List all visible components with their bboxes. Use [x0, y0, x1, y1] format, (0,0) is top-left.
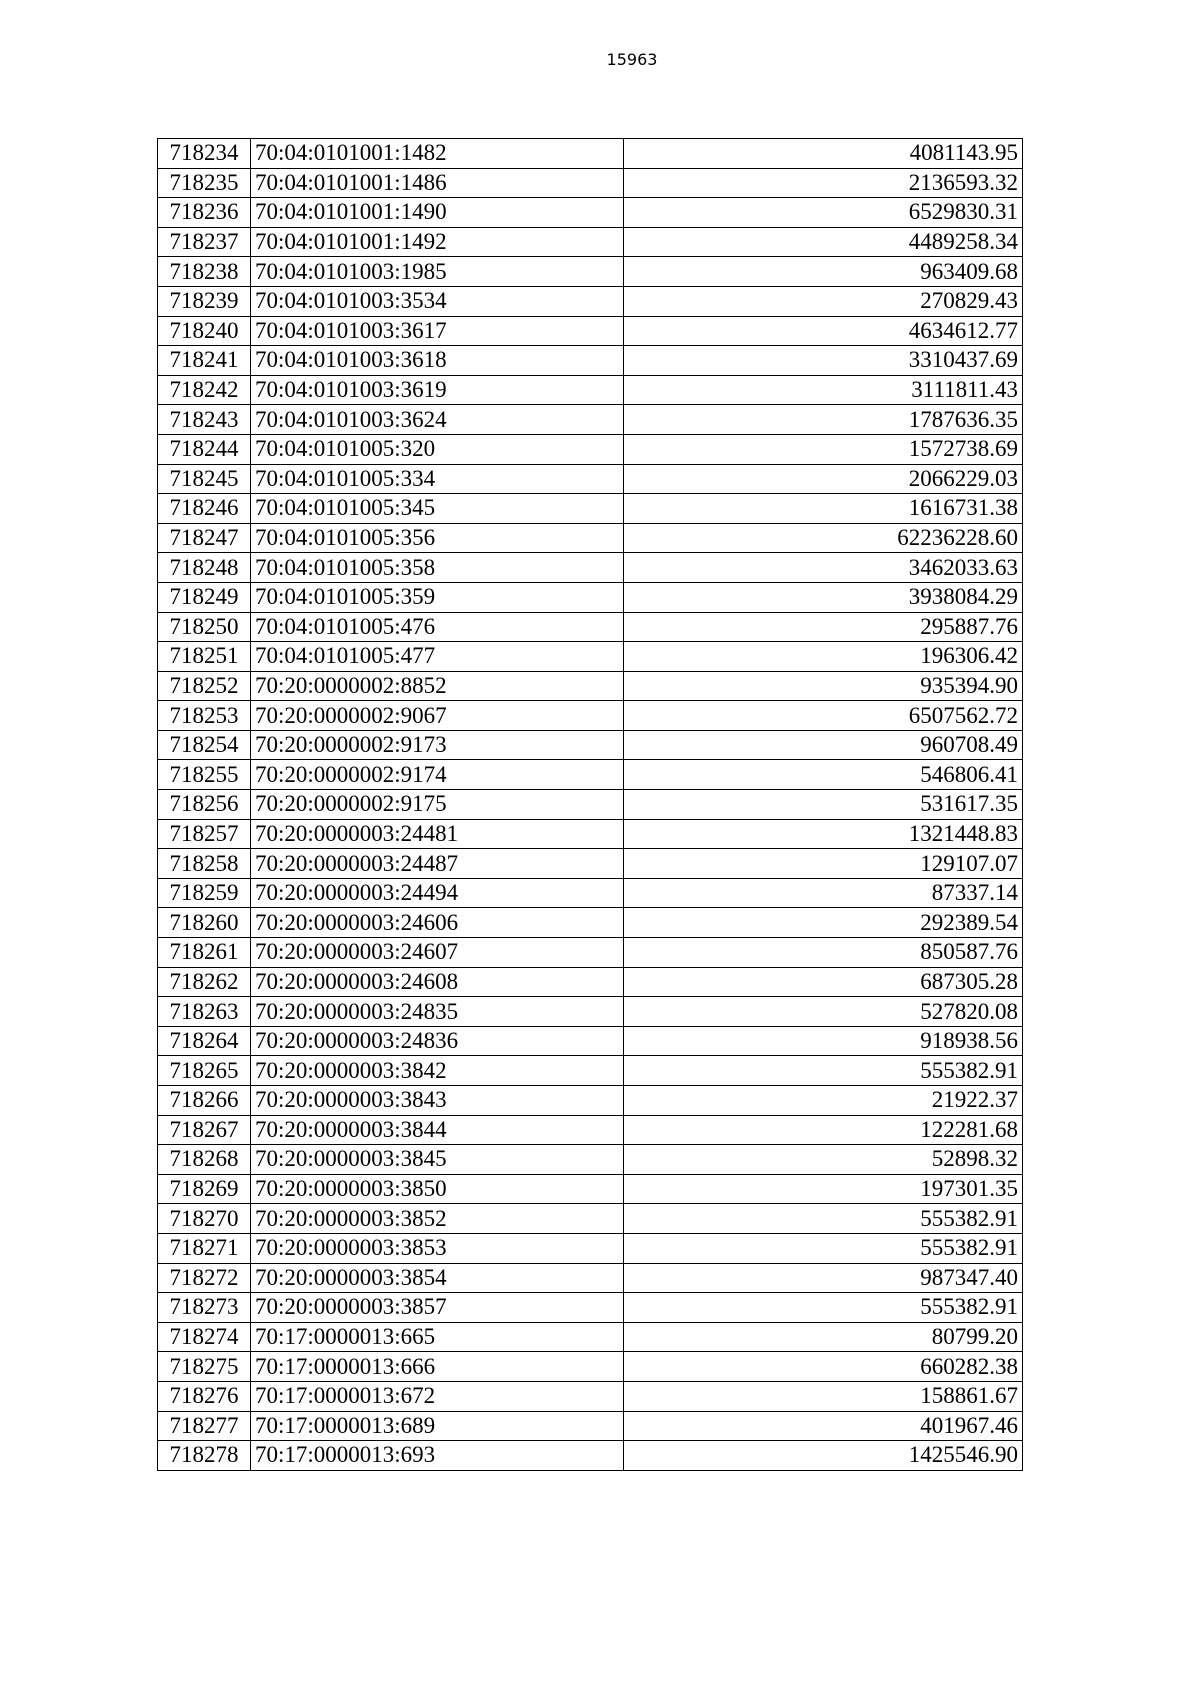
page-number: 15963 [606, 50, 658, 69]
cadastral-number-cell: 70:04:0101005:345 [251, 494, 624, 524]
table-row [158, 819, 1023, 849]
cadastral-number-cell: 70:04:0101005:334 [251, 464, 624, 494]
cadastral-number-cell: 70:20:0000003:3854 [251, 1263, 624, 1293]
cadastral-number-cell: 70:20:0000002:9174 [251, 760, 624, 790]
value-cell: 197301.35 [624, 1174, 1023, 1204]
value-cell: 687305.28 [624, 967, 1023, 997]
table-row [158, 671, 1023, 701]
row-number-cell: 718266 [158, 1086, 251, 1116]
row-number-cell: 718239 [158, 286, 251, 316]
value-cell: 292389.54 [624, 908, 1023, 938]
table-row [158, 1411, 1023, 1441]
table-body [158, 139, 1023, 1471]
table-row [158, 375, 1023, 405]
table-row [158, 553, 1023, 583]
cadastral-number-cell: 70:20:0000003:24835 [251, 997, 624, 1027]
value-cell: 660282.38 [624, 1352, 1023, 1382]
table-row [158, 967, 1023, 997]
row-number-cell: 718250 [158, 612, 251, 642]
row-number-cell: 718268 [158, 1145, 251, 1175]
value-cell: 3938084.29 [624, 582, 1023, 612]
cadastral-number-cell: 70:17:0000013:665 [251, 1322, 624, 1352]
cadastral-number-cell: 70:04:0101003:3619 [251, 375, 624, 405]
row-number-cell: 718264 [158, 1026, 251, 1056]
value-cell: 270829.43 [624, 286, 1023, 316]
cadastral-number-cell: 70:20:0000003:3842 [251, 1056, 624, 1086]
cadastral-number-cell: 70:04:0101001:1482 [251, 139, 624, 169]
value-cell: 1425546.90 [624, 1441, 1023, 1471]
value-cell: 555382.91 [624, 1204, 1023, 1234]
cadastral-number-cell: 70:04:0101003:3624 [251, 405, 624, 435]
row-number-cell: 718236 [158, 198, 251, 228]
row-number-cell: 718240 [158, 316, 251, 346]
cadastral-value-table [157, 138, 1023, 1471]
table-row [158, 1026, 1023, 1056]
table-row [158, 434, 1023, 464]
row-number-cell: 718271 [158, 1233, 251, 1263]
table-row [158, 1086, 1023, 1116]
table-row [158, 227, 1023, 257]
value-cell: 6507562.72 [624, 701, 1023, 731]
cadastral-number-cell: 70:04:0101003:1985 [251, 257, 624, 287]
table-row [158, 582, 1023, 612]
value-cell: 960708.49 [624, 730, 1023, 760]
row-number-cell: 718263 [158, 997, 251, 1027]
row-number-cell: 718235 [158, 168, 251, 198]
cadastral-number-cell: 70:04:0101005:477 [251, 642, 624, 672]
table-row [158, 198, 1023, 228]
row-number-cell: 718262 [158, 967, 251, 997]
cadastral-number-cell: 70:20:0000003:24836 [251, 1026, 624, 1056]
cadastral-number-cell: 70:20:0000003:3850 [251, 1174, 624, 1204]
table-row [158, 908, 1023, 938]
cadastral-number-cell: 70:04:0101005:359 [251, 582, 624, 612]
cadastral-number-cell: 70:20:0000002:8852 [251, 671, 624, 701]
row-number-cell: 718254 [158, 730, 251, 760]
row-number-cell: 718278 [158, 1441, 251, 1471]
value-cell: 2066229.03 [624, 464, 1023, 494]
value-cell: 295887.76 [624, 612, 1023, 642]
table-row [158, 1056, 1023, 1086]
value-cell: 4489258.34 [624, 227, 1023, 257]
row-number-cell: 718242 [158, 375, 251, 405]
row-number-cell: 718261 [158, 938, 251, 968]
table-row [158, 286, 1023, 316]
cadastral-number-cell: 70:20:0000003:24481 [251, 819, 624, 849]
value-cell: 850587.76 [624, 938, 1023, 968]
table-row [158, 1233, 1023, 1263]
table-row [158, 938, 1023, 968]
value-cell: 4634612.77 [624, 316, 1023, 346]
cadastral-number-cell: 70:20:0000003:3845 [251, 1145, 624, 1175]
cadastral-number-cell: 70:20:0000003:24487 [251, 849, 624, 879]
row-number-cell: 718276 [158, 1381, 251, 1411]
table-row [158, 168, 1023, 198]
table-row [158, 494, 1023, 524]
value-cell: 963409.68 [624, 257, 1023, 287]
cadastral-number-cell: 70:20:0000003:24607 [251, 938, 624, 968]
row-number-cell: 718253 [158, 701, 251, 731]
value-cell: 527820.08 [624, 997, 1023, 1027]
table-row [158, 1322, 1023, 1352]
row-number-cell: 718252 [158, 671, 251, 701]
table-row [158, 642, 1023, 672]
value-cell: 555382.91 [624, 1293, 1023, 1323]
row-number-cell: 718238 [158, 257, 251, 287]
value-cell: 1616731.38 [624, 494, 1023, 524]
table-row [158, 878, 1023, 908]
cadastral-number-cell: 70:17:0000013:689 [251, 1411, 624, 1441]
cadastral-number-cell: 70:20:0000003:3843 [251, 1086, 624, 1116]
value-cell: 918938.56 [624, 1026, 1023, 1056]
table-row [158, 1352, 1023, 1382]
value-cell: 6529830.31 [624, 198, 1023, 228]
row-number-cell: 718277 [158, 1411, 251, 1441]
cadastral-number-cell: 70:20:0000003:3857 [251, 1293, 624, 1323]
table-row [158, 612, 1023, 642]
cadastral-number-cell: 70:04:0101001:1490 [251, 198, 624, 228]
value-cell: 555382.91 [624, 1056, 1023, 1086]
table-row [158, 523, 1023, 553]
row-number-cell: 718248 [158, 553, 251, 583]
row-number-cell: 718249 [158, 582, 251, 612]
value-cell: 3111811.43 [624, 375, 1023, 405]
row-number-cell: 718246 [158, 494, 251, 524]
value-cell: 21922.37 [624, 1086, 1023, 1116]
row-number-cell: 718247 [158, 523, 251, 553]
cadastral-number-cell: 70:17:0000013:666 [251, 1352, 624, 1382]
table-row [158, 849, 1023, 879]
table-row [158, 760, 1023, 790]
table-row [158, 464, 1023, 494]
value-cell: 987347.40 [624, 1263, 1023, 1293]
row-number-cell: 718237 [158, 227, 251, 257]
table-row [158, 1381, 1023, 1411]
table-row [158, 1293, 1023, 1323]
row-number-cell: 718255 [158, 760, 251, 790]
row-number-cell: 718273 [158, 1293, 251, 1323]
row-number-cell: 718260 [158, 908, 251, 938]
row-number-cell: 718241 [158, 346, 251, 376]
value-cell: 1572738.69 [624, 434, 1023, 464]
value-cell: 1787636.35 [624, 405, 1023, 435]
value-cell: 196306.42 [624, 642, 1023, 672]
table-row [158, 1441, 1023, 1471]
row-number-cell: 718267 [158, 1115, 251, 1145]
value-cell: 546806.41 [624, 760, 1023, 790]
value-cell: 62236228.60 [624, 523, 1023, 553]
row-number-cell: 718269 [158, 1174, 251, 1204]
table-row [158, 1263, 1023, 1293]
row-number-cell: 718257 [158, 819, 251, 849]
cadastral-number-cell: 70:04:0101003:3534 [251, 286, 624, 316]
row-number-cell: 718256 [158, 790, 251, 820]
value-cell: 87337.14 [624, 878, 1023, 908]
table-row [158, 730, 1023, 760]
row-number-cell: 718245 [158, 464, 251, 494]
table-row [158, 701, 1023, 731]
value-cell: 122281.68 [624, 1115, 1023, 1145]
row-number-cell: 718259 [158, 878, 251, 908]
table-row [158, 139, 1023, 169]
cadastral-number-cell: 70:04:0101001:1486 [251, 168, 624, 198]
row-number-cell: 718272 [158, 1263, 251, 1293]
table-row [158, 1204, 1023, 1234]
value-cell: 3310437.69 [624, 346, 1023, 376]
value-cell: 531617.35 [624, 790, 1023, 820]
value-cell: 4081143.95 [624, 139, 1023, 169]
value-cell: 52898.32 [624, 1145, 1023, 1175]
cadastral-number-cell: 70:04:0101001:1492 [251, 227, 624, 257]
cadastral-number-cell: 70:20:0000003:3844 [251, 1115, 624, 1145]
row-number-cell: 718270 [158, 1204, 251, 1234]
row-number-cell: 718274 [158, 1322, 251, 1352]
value-cell: 80799.20 [624, 1322, 1023, 1352]
table-row [158, 346, 1023, 376]
row-number-cell: 718243 [158, 405, 251, 435]
cadastral-number-cell: 70:20:0000002:9175 [251, 790, 624, 820]
row-number-cell: 718258 [158, 849, 251, 879]
table-row [158, 790, 1023, 820]
row-number-cell: 718251 [158, 642, 251, 672]
value-cell: 158861.67 [624, 1381, 1023, 1411]
table-row [158, 1115, 1023, 1145]
table-row [158, 257, 1023, 287]
value-cell: 935394.90 [624, 671, 1023, 701]
cadastral-number-cell: 70:20:0000003:24608 [251, 967, 624, 997]
cadastral-number-cell: 70:04:0101005:358 [251, 553, 624, 583]
value-cell: 401967.46 [624, 1411, 1023, 1441]
cadastral-number-cell: 70:04:0101005:356 [251, 523, 624, 553]
cadastral-number-cell: 70:17:0000013:672 [251, 1381, 624, 1411]
cadastral-number-cell: 70:20:0000003:3852 [251, 1204, 624, 1234]
cadastral-number-cell: 70:20:0000003:24494 [251, 878, 624, 908]
table-row [158, 1174, 1023, 1204]
row-number-cell: 718234 [158, 139, 251, 169]
row-number-cell: 718275 [158, 1352, 251, 1382]
value-cell: 1321448.83 [624, 819, 1023, 849]
value-cell: 2136593.32 [624, 168, 1023, 198]
cadastral-number-cell: 70:20:0000002:9173 [251, 730, 624, 760]
value-cell: 555382.91 [624, 1233, 1023, 1263]
cadastral-number-cell: 70:04:0101003:3617 [251, 316, 624, 346]
cadastral-number-cell: 70:04:0101003:3618 [251, 346, 624, 376]
value-cell: 129107.07 [624, 849, 1023, 879]
cadastral-number-cell: 70:04:0101005:320 [251, 434, 624, 464]
table-row [158, 316, 1023, 346]
cadastral-number-cell: 70:20:0000003:24606 [251, 908, 624, 938]
cadastral-number-cell: 70:20:0000003:3853 [251, 1233, 624, 1263]
row-number-cell: 718265 [158, 1056, 251, 1086]
cadastral-number-cell: 70:17:0000013:693 [251, 1441, 624, 1471]
table-row [158, 1145, 1023, 1175]
cadastral-number-cell: 70:04:0101005:476 [251, 612, 624, 642]
value-cell: 3462033.63 [624, 553, 1023, 583]
table-row [158, 997, 1023, 1027]
cadastral-number-cell: 70:20:0000002:9067 [251, 701, 624, 731]
table-row [158, 405, 1023, 435]
row-number-cell: 718244 [158, 434, 251, 464]
